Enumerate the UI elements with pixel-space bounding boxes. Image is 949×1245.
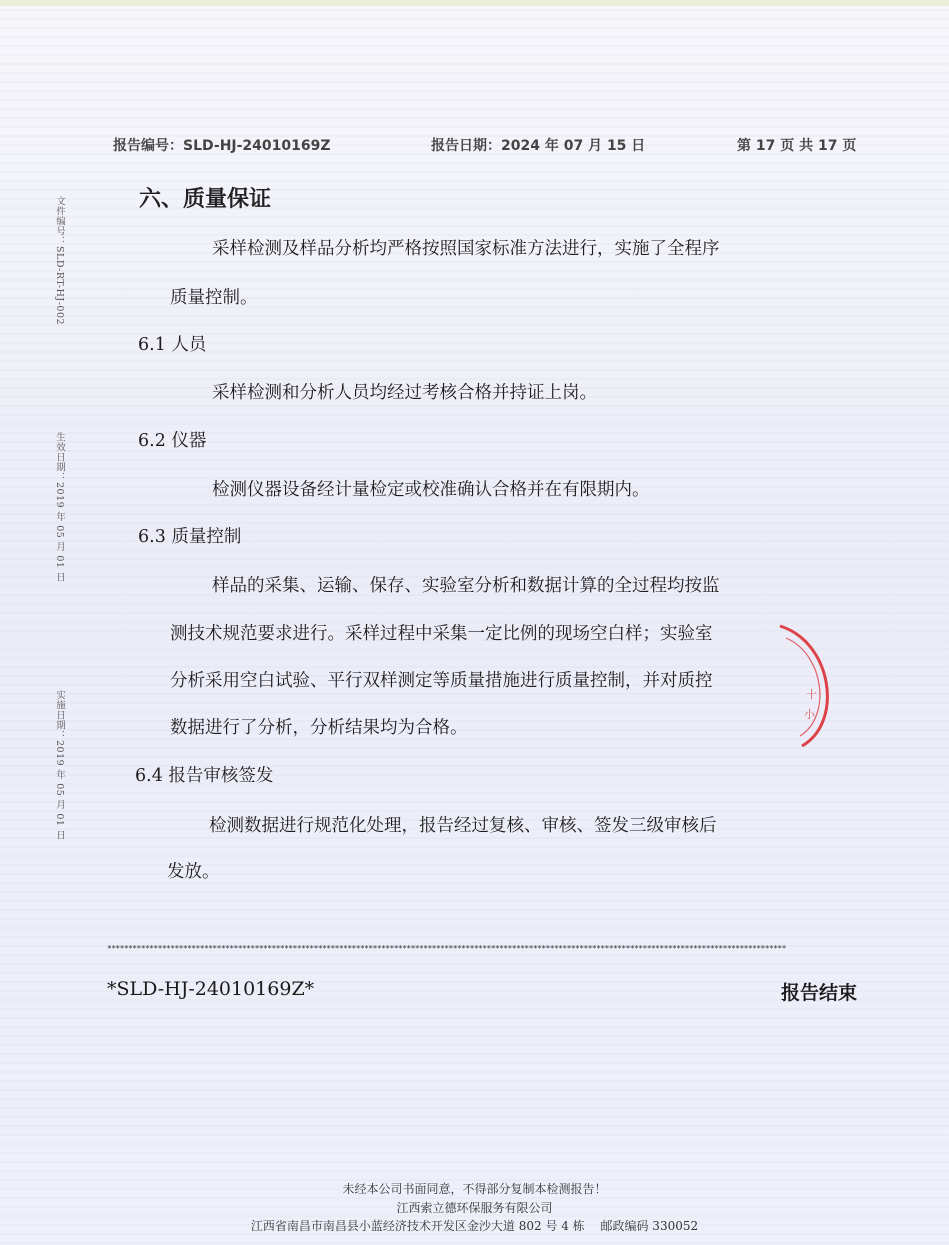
report-date: 报告日期：2024 年 07 月 15 日 (431, 138, 646, 154)
scan-edge (0, 0, 949, 6)
subsection-6-4-line-2: 发放。 (167, 862, 220, 882)
report-code: *SLD-HJ-24010169Z* (107, 978, 315, 1000)
svg-text:小: 小 (804, 708, 815, 721)
side-implementation-date: 实施日期：2019 年 05 月 01 日 (54, 690, 65, 840)
subsection-6-3-line-1: 样品的采集、运输、保存、实验室分析和数据计算的全过程均按监 (212, 576, 720, 596)
footer-company: 江西索立德环保服务有限公司 (396, 1201, 553, 1215)
subsection-6-2-title: 6.2 仪器 (138, 431, 207, 451)
subsection-6-2-line-1: 检测仪器设备经计量检定或校准确认合格并在有限期内。 (212, 480, 650, 500)
report-header (113, 135, 863, 157)
footer-notice: 未经本公司书面同意，不得部分复制本检测报告！ (342, 1182, 607, 1196)
svg-text:十: 十 (806, 688, 817, 701)
subsection-6-3-line-2: 测技术规范要求进行。采样过程中采集一定比例的现场空白样；实验室 (170, 624, 713, 644)
section-title: 六、质量保证 (139, 187, 272, 212)
intro-line-1: 采样检测及样品分析均严格按照国家标准方法进行，实施了全程序 (212, 239, 720, 259)
subsection-6-1-line-1: 采样检测和分析人员均经过考核合格并持证上岗。 (212, 383, 597, 403)
subsection-6-4-title: 6.4 报告审核签发 (135, 766, 274, 786)
report-number: 报告编号：SLD-HJ-24010169Z (113, 138, 331, 154)
star-separator: ***************************************************************************************************************************************************************** (107, 944, 786, 953)
subsection-6-1-title: 6.1 人员 (138, 335, 207, 355)
footer-address: 江西省南昌市南昌县小蓝经济技术开发区金沙大道 802 号 4 栋 邮政编码 330052 (250, 1219, 699, 1233)
intro-line-2: 质量控制。 (170, 288, 258, 308)
side-file-number: 文件编号：SLD-RT-HJ-002 (54, 196, 65, 326)
subsection-6-4-line-1: 检测数据进行规范化处理，报告经过复核、审核、签发三级审核后 (209, 816, 717, 836)
report-end-label: 报告结束 (781, 982, 858, 1004)
side-effective-date: 生效日期：2019 年 05 月 01 日 (54, 432, 65, 582)
subsection-6-3-title: 6.3 质量控制 (138, 527, 242, 547)
page-info: 第 17 页 共 17 页 (737, 138, 857, 154)
subsection-6-3-line-3: 分析采用空白试验、平行双样测定等质量措施进行质量控制，并对质控 (170, 671, 713, 691)
company-seal (772, 612, 852, 752)
subsection-6-3-line-4: 数据进行了分析，分析结果均为合格。 (170, 718, 468, 738)
